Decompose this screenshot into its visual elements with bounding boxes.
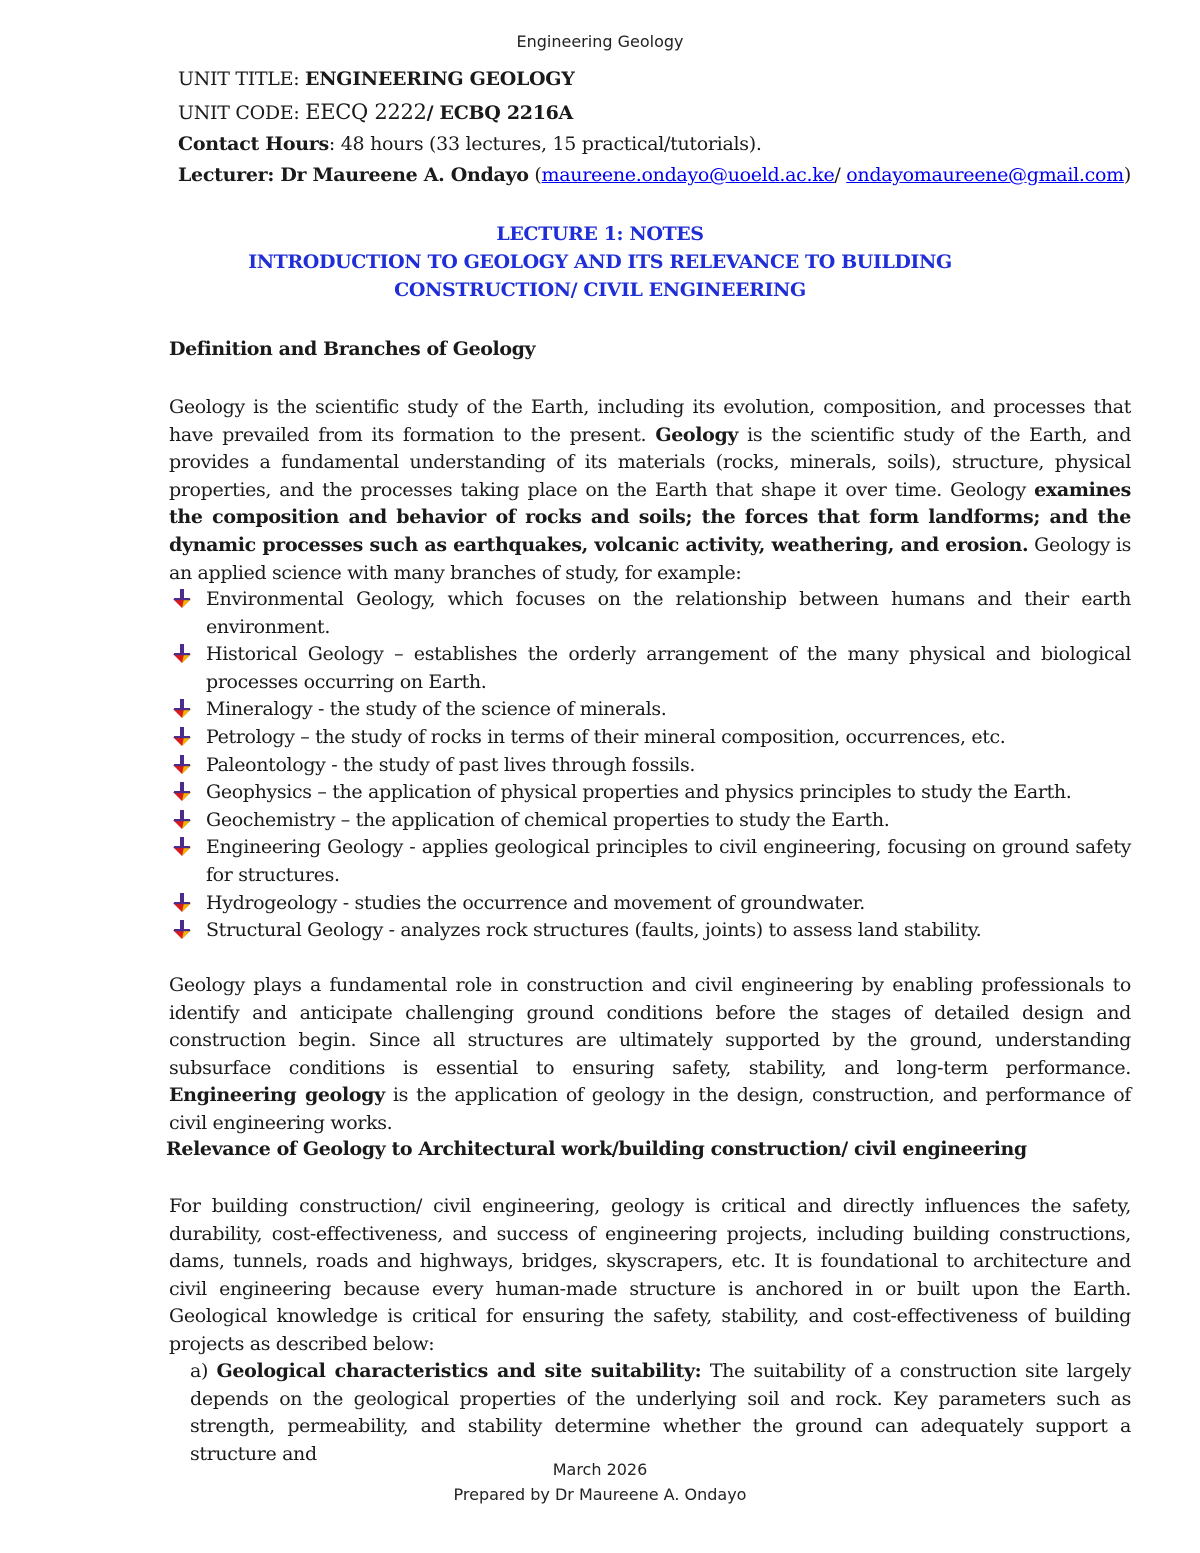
contact-hours-label: Contact Hours xyxy=(178,133,329,155)
item-a-bold: Geological characteristics and site suitability: xyxy=(216,1360,702,1382)
branch-item xyxy=(169,724,1131,752)
role-text-2: is the application of geology in the design, construction, and performance of civil engineering works. xyxy=(169,1084,1131,1134)
branch-item xyxy=(169,586,1131,641)
unit-title-label: UNIT TITLE: xyxy=(178,68,306,90)
down-arrow-bullet-icon xyxy=(171,643,193,665)
unit-code-label: UNIT CODE: xyxy=(178,102,306,124)
unit-title-line xyxy=(178,68,575,90)
down-arrow-bullet-icon xyxy=(171,892,193,914)
lecture-subtitle-line-2: CONSTRUCTION/ CIVIL ENGINEERING xyxy=(394,279,806,301)
branch-item-text: Environmental Geology, which focuses on the relationship between humans and their earth environment. xyxy=(206,588,1131,638)
branches-list xyxy=(169,586,1131,945)
down-arrow-bullet-icon xyxy=(171,809,193,831)
role-bold-engineering-geology: Engineering geology xyxy=(169,1084,385,1107)
unit-code-value-secondary: / ECBQ 2216A xyxy=(426,102,573,124)
footer-date: March 2026 xyxy=(552,1460,648,1479)
lecture-subtitle-line-1: INTRODUCTION TO GEOLOGY AND ITS RELEVANCE TO BUILDING xyxy=(248,251,952,273)
open-paren: ( xyxy=(528,164,542,186)
definition-bold-geology: Geology xyxy=(655,423,739,446)
relevance-paragraph: For building construction/ civil engineering, geology is critical and directly influences the safety, durability, cost-effectiveness, and success of engineering projects, including building constructions, dams, tunnels, roads and highways, bridges, skyscrapers, etc. It is foundational to architecture and civil engineering because every human-made structure is anchored in or built upon the Earth. Geological knowledge is critical for ensuring the safety, stability, and cost-effectiveness of building projects as described below: xyxy=(169,1195,1131,1355)
item-a-text: The suitability of a construction site largely depends on the geological properties of the underlying soil and rock. Key parameters such as strength, permeability, and stability determine whether the ground can adequately support a structure and xyxy=(190,1360,1132,1465)
footer-prepared-by: Prepared by Dr Maureene A. Ondayo xyxy=(453,1485,747,1504)
definition-paragraph xyxy=(169,394,1131,587)
branch-item xyxy=(169,641,1131,696)
email-link-primary[interactable]: maureene.ondayo@uoeld.ac.ke xyxy=(541,164,835,186)
unit-code-line xyxy=(178,100,573,124)
down-arrow-bullet-icon xyxy=(171,698,193,720)
branch-item-text: Structural Geology - analyzes rock structures (faults, joints) to assess land stability. xyxy=(206,919,982,942)
unit-code-value-primary: EECQ 2222 xyxy=(305,100,427,124)
branch-item xyxy=(169,834,1131,889)
definition-bold-examines: examines the composition and behavior of rocks and soils; the forces that form landforms; and the dynamic processes such as earthquakes, volcanic activity, weathering, and erosion. xyxy=(169,478,1131,556)
contact-hours-value: : 48 hours (33 lectures, 15 practical/tutorials). xyxy=(328,133,762,155)
section-heading-relevance: Relevance of Geology to Architectural work/building construction/ civil engineering xyxy=(166,1138,1027,1160)
branch-item-text: Historical Geology – establishes the orderly arrangement of the many physical and biological processes occurring on Earth. xyxy=(206,643,1131,693)
down-arrow-bullet-icon xyxy=(171,726,193,748)
down-arrow-bullet-icon xyxy=(171,781,193,803)
down-arrow-bullet-icon xyxy=(171,919,193,941)
item-a-marker: a) xyxy=(190,1360,217,1382)
relevance-item-a xyxy=(190,1358,1131,1468)
role-paragraph xyxy=(169,972,1131,1138)
contact-hours-line xyxy=(178,133,762,155)
branch-item xyxy=(169,807,1131,835)
running-header: Engineering Geology xyxy=(516,32,684,51)
branch-item xyxy=(169,752,1131,780)
email-separator: / xyxy=(834,164,847,186)
branch-item-text: Petrology – the study of rocks in terms of their mineral composition, occurrences, etc. xyxy=(206,725,1006,748)
down-arrow-bullet-icon xyxy=(171,754,193,776)
down-arrow-bullet-icon xyxy=(171,588,193,610)
branch-item-text: Geochemistry – the application of chemical properties to study the Earth. xyxy=(206,808,890,831)
branch-item-text: Mineralogy - the study of the science of minerals. xyxy=(206,698,667,721)
down-arrow-bullet-icon xyxy=(171,836,193,858)
section-heading-definition: Definition and Branches of Geology xyxy=(169,338,536,360)
lecture-title: LECTURE 1: NOTES xyxy=(496,223,704,245)
branch-item-text: Hydrogeology - studies the occurrence and movement of groundwater. xyxy=(206,891,865,914)
definition-text-3: Geology is an applied science with many branches of study, for example: xyxy=(169,533,1131,584)
close-paren: ) xyxy=(1123,164,1131,186)
role-text-1: Geology plays a fundamental role in construction and civil engineering by enabling professionals to identify and anticipate challenging ground conditions before the stages of detailed design and construction begin. Since all structures are ultimately supported by the ground, understanding subsurface conditions is essential to ensuring safety, stability, and long-term performance. xyxy=(169,974,1131,1079)
branch-item xyxy=(169,779,1131,807)
unit-title-value: ENGINEERING GEOLOGY xyxy=(305,68,575,90)
branch-item-text: Geophysics – the application of physical properties and physics principles to study the Earth. xyxy=(206,781,1072,804)
lecturer-line xyxy=(178,164,1131,186)
email-link-secondary[interactable]: ondayomaureene@gmail.com xyxy=(846,164,1124,186)
definition-text-1: Geology is the scientific study of the Earth, including its evolution, composition, and processes that have prevailed from its formation to the present. xyxy=(169,396,1131,446)
branch-item-text: Paleontology - the study of past lives through fossils. xyxy=(206,753,696,776)
branch-item xyxy=(169,696,1131,724)
branch-item xyxy=(169,917,1131,945)
definition-text-2: is the scientific study of the Earth, and provides a fundamental understanding of its materials (rocks, minerals, soils), structure, physical properties, and the processes taking place on the Earth that shape it over time. Geology xyxy=(169,423,1132,501)
lecturer-name: Lecturer: Dr Maureene A. Ondayo xyxy=(178,164,529,186)
branch-item xyxy=(169,890,1131,918)
branch-item-text: Engineering Geology - applies geological principles to civil engineering, focusing on ground safety for structures. xyxy=(206,836,1131,886)
